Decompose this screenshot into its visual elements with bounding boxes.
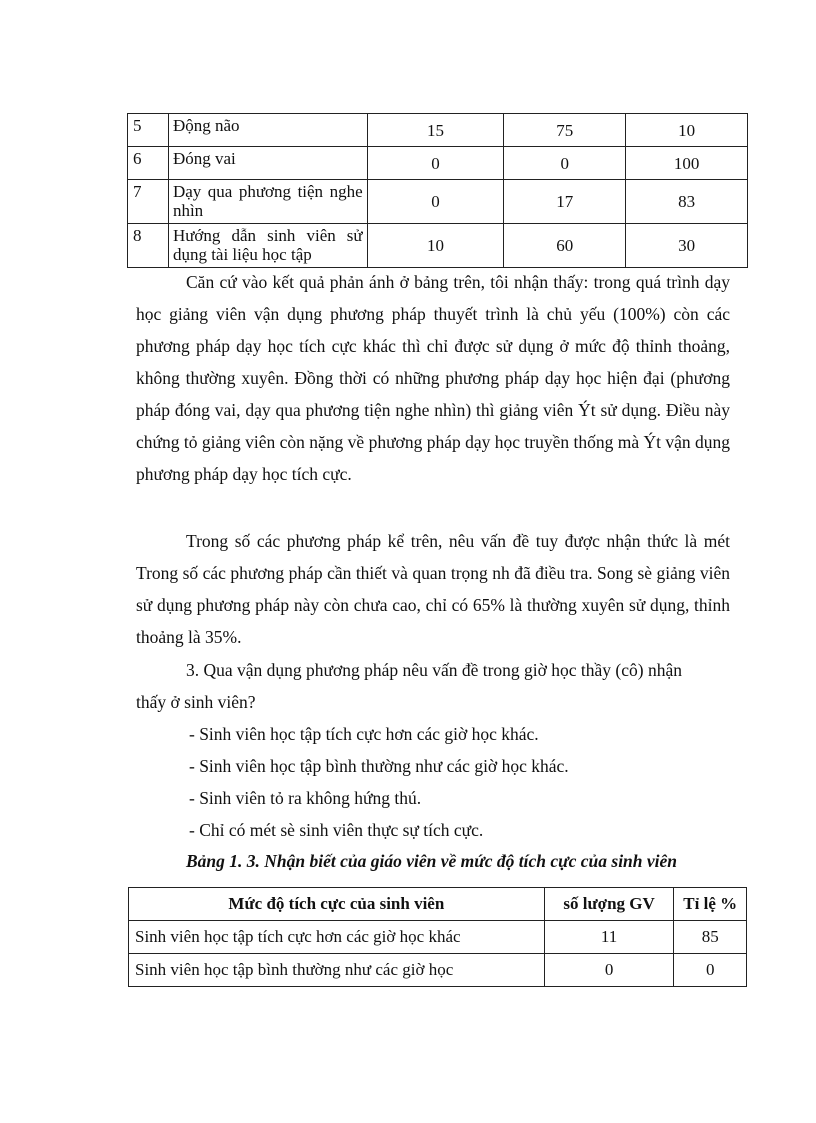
method-name: Dạy qua phương tiện nghe nhìn — [168, 180, 367, 224]
row-number: 5 — [128, 114, 169, 147]
row-number: 8 — [128, 224, 169, 268]
option-item: - Sinh viên tỏ ra không hứng thú. — [189, 788, 422, 808]
table-row — [128, 114, 748, 147]
value-cell: 30 — [626, 224, 748, 268]
column-header: Tỉ lệ % — [674, 888, 747, 921]
paragraph-analysis: Căn cứ vào kết quả phản ánh ở bảng trên, tôi nhận thấy: trong quá trình dạy học giảng viên vận dụng phương pháp thuyết trình là chủ yếu (100%) còn các phương pháp dạy học tích cực khác thì chỉ được sử dụng ở mức độ thỉnh thoảng, không thường xuyên. Đồng thời có những phương pháp dạy học hiện đại (phương pháp đóng vai, dạy qua phương tiện nghe nhìn) thì giảng viên Ýt sử dụng. Điều này chứng tỏ giảng viên còn nặng về phương pháp dạy học truyền thống mà Ýt vận dụng phương pháp dạy học tích cực. — [136, 272, 730, 484]
question-3-continued: thấy ở sinh viên? — [136, 692, 256, 712]
table-row — [129, 954, 747, 987]
paragraph-problem-method: Trong số các phương pháp kể trên, nêu vấn đề tuy được nhận thức là mét Trong số các phương pháp cần thiết và quan trọng nh đã điều tra. Song sè giảng viên sử dụng phương pháp này còn chưa cao, chỉ có 65% là thường xuyên sử dụng, thỉnh thoảng là 35%. — [136, 531, 730, 647]
count-cell: 11 — [544, 921, 674, 954]
value-cell: 17 — [504, 180, 626, 224]
value-cell: 10 — [367, 224, 504, 268]
value-cell: 60 — [504, 224, 626, 268]
table-header-row — [129, 888, 747, 921]
option-item: - Chỉ có mét sè sinh viên thực sự tích cực. — [189, 820, 484, 840]
table-row — [128, 224, 748, 268]
option-item: - Sinh viên học tập tích cực hơn các giờ học khác. — [189, 724, 539, 744]
count-cell: 0 — [544, 954, 674, 987]
value-cell: 15 — [367, 114, 504, 147]
table-row — [128, 147, 748, 180]
value-cell: 75 — [504, 114, 626, 147]
value-cell: 83 — [626, 180, 748, 224]
column-header: Mức độ tích cực của sinh viên — [129, 888, 545, 921]
method-name: Hướng dẫn sinh viên sử dụng tài liệu học tập — [168, 224, 367, 268]
value-cell: 0 — [367, 180, 504, 224]
value-cell: 10 — [626, 114, 748, 147]
percent-cell: 85 — [674, 921, 747, 954]
column-header: số lượng GV — [544, 888, 674, 921]
row-label: Sinh viên học tập bình thường như các giờ học — [129, 954, 545, 987]
table-row — [129, 921, 747, 954]
row-label: Sinh viên học tập tích cực hơn các giờ học khác — [129, 921, 545, 954]
table-row — [128, 180, 748, 224]
question-3: 3. Qua vận dụng phương pháp nêu vấn đề trong giờ học thầy (cô) nhận — [186, 660, 682, 680]
activity-level-table — [128, 887, 747, 987]
method-name: Động não — [168, 114, 367, 147]
row-number: 6 — [128, 147, 169, 180]
table-caption: Bảng 1. 3. Nhận biết của giáo viên về mức độ tích cực của sinh viên — [186, 851, 678, 871]
percent-cell: 0 — [674, 954, 747, 987]
option-item: - Sinh viên học tập bình thường như các giờ học khác. — [189, 756, 569, 776]
value-cell: 100 — [626, 147, 748, 180]
value-cell: 0 — [504, 147, 626, 180]
methods-table — [127, 113, 748, 268]
row-number: 7 — [128, 180, 169, 224]
value-cell: 0 — [367, 147, 504, 180]
method-name: Đóng vai — [168, 147, 367, 180]
